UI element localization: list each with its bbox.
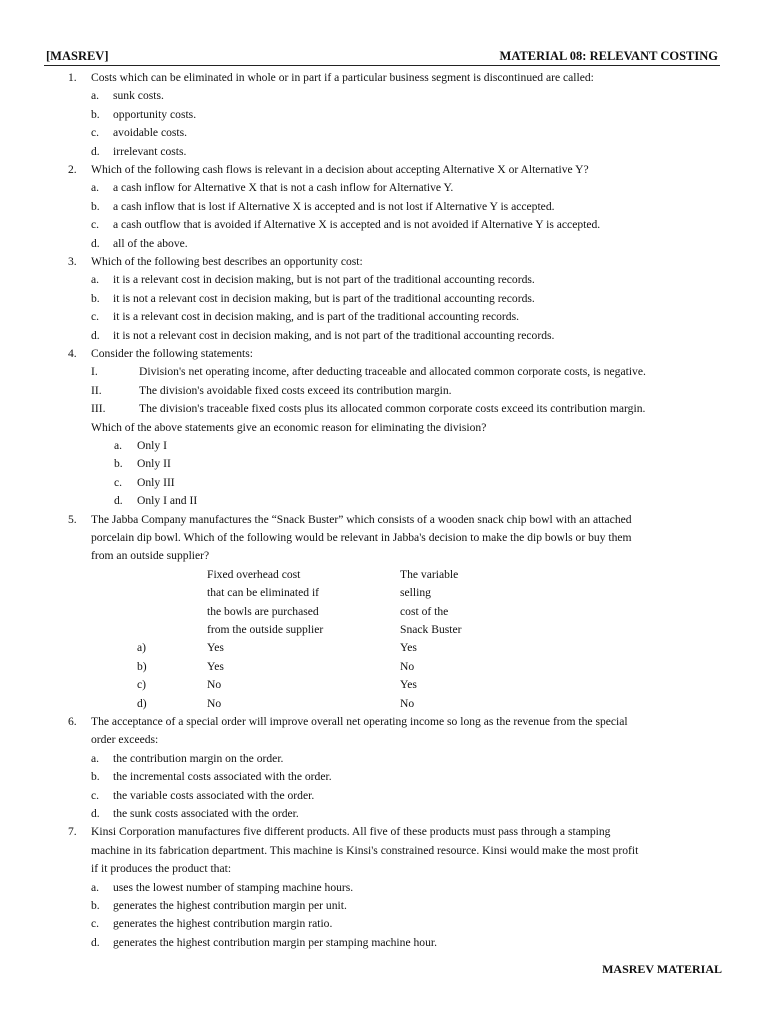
q4-stmt-3-label: III.	[91, 402, 106, 416]
q2-opt-b: a cash inflow that is lost if Alternative X is accepted and is not lost if Alternative Y is accepted.	[113, 199, 555, 213]
q3-opt-a: it is a relevant cost in decision making, but is not part of the traditional accounting records.	[113, 273, 535, 287]
q6-opt-b: the incremental costs associated with the order.	[113, 770, 332, 784]
q4-opt-a: Only I	[137, 439, 167, 452]
q5-col2-header-4: Snack Buster	[400, 623, 462, 636]
q2-opt-d: all of the above.	[113, 236, 188, 250]
q7-line-2: machine in its fabrication department. This machine is Kinsi's constrained resource. Kinsi would make the most profit	[91, 843, 639, 857]
q5-row-a-col1: Yes	[207, 641, 224, 655]
q6-opt-a: the contribution margin on the order.	[113, 751, 284, 765]
q4-opt-c-letter: c.	[114, 475, 123, 489]
header-rule	[44, 65, 720, 66]
q6-number: 6.	[68, 715, 77, 728]
q4-number: 4.	[68, 347, 77, 360]
q7-number: 7.	[68, 825, 77, 839]
q3-opt-c-letter: c.	[91, 310, 100, 324]
q5-line-1: The Jabba Company manufactures the “Snack Buster” which consists of a wooden snack chip bowl with an attached	[91, 512, 632, 526]
q7-line-3: if it produces the product that:	[91, 862, 232, 876]
q1-opt-a: sunk costs.	[113, 89, 164, 103]
q5-row-c-col2: Yes	[400, 678, 417, 692]
q3-opt-d: it is not a relevant cost in decision making, and is not part of the traditional accounting records.	[113, 328, 555, 342]
q3-opt-b: it is not a relevant cost in decision making, but is part of the traditional accounting records.	[113, 291, 535, 305]
q5-row-b-label: b)	[137, 659, 147, 673]
q3-opt-c: it is a relevant cost in decision making, and is part of the traditional accounting records.	[113, 310, 519, 324]
q5-col1-header-2: that can be eliminated if	[207, 586, 320, 600]
q5-number: 5.	[68, 512, 77, 526]
q1-opt-a-letter: a.	[91, 89, 100, 103]
q7-opt-b: generates the highest contribution margin per unit.	[113, 899, 347, 912]
q3-opt-a-letter: a.	[91, 273, 100, 287]
q7-opt-d: generates the highest contribution margin per stamping machine hour.	[113, 935, 438, 949]
q7-opt-c-letter: c.	[91, 917, 100, 931]
q5-row-d-label: d)	[137, 696, 147, 710]
header-title: MATERIAL 08: RELEVANT COSTING	[499, 49, 718, 63]
q5-col1-header-3: the bowls are purchased	[207, 604, 319, 618]
q2-opt-a-letter: a.	[91, 181, 100, 195]
q5-row-b-col1: Yes	[207, 659, 224, 673]
q4-opt-b-letter: b.	[114, 457, 123, 471]
q5-col2-header-1: The variable	[400, 567, 459, 581]
q2-text: Which of the following cash flows is relevant in a decision about accepting Alternative X or Alternative Y?	[91, 163, 589, 176]
q2-opt-a: a cash inflow for Alternative X that is not a cash inflow for Alternative Y.	[113, 181, 454, 195]
q6-opt-c-letter: c.	[91, 788, 100, 802]
q5-row-b-col2: No	[400, 659, 415, 673]
q4-question: Which of the above statements give an economic reason for eliminating the division?	[91, 420, 487, 434]
footer-label: MASREV MATERIAL	[602, 962, 722, 976]
q4-opt-a-letter: a.	[114, 439, 123, 452]
q5-col1-header-1: Fixed overhead cost	[207, 567, 301, 581]
q4-stmt-2: The division's avoidable fixed costs exceed its contribution margin.	[139, 383, 452, 397]
q4-opt-b: Only II	[137, 457, 171, 471]
q1-number: 1.	[68, 71, 77, 84]
q4-stmt-1: Division's net operating income, after deducting traceable and allocated common corporate costs, is negative.	[139, 365, 646, 379]
q7-opt-a: uses the lowest number of stamping machine hours.	[113, 880, 354, 894]
q4-stmt-1-label: I.	[91, 365, 98, 379]
q5-row-c-col1: No	[207, 678, 222, 692]
q4-text: Consider the following statements:	[91, 347, 253, 360]
q6-opt-c: the variable costs associated with the order.	[113, 788, 315, 802]
q4-stmt-3: The division's traceable fixed costs plus its allocated common corporate costs exceed its contribution margin.	[139, 402, 646, 416]
q2-opt-c-letter: c.	[91, 218, 100, 232]
q4-opt-c: Only III	[137, 475, 175, 489]
q1-opt-c: avoidable costs.	[113, 126, 188, 140]
q5-row-a-label: a)	[137, 641, 147, 655]
q2-opt-b-letter: b.	[91, 199, 100, 213]
q1-opt-b: opportunity costs.	[113, 107, 197, 121]
q2-opt-c: a cash outflow that is avoided if Alternative X is accepted and is not avoided if Alternative Y is accepted.	[113, 218, 601, 232]
q1-opt-c-letter: c.	[91, 126, 100, 140]
q7-opt-a-letter: a.	[91, 880, 100, 894]
q5-col2-header-3: cost of the	[400, 604, 449, 618]
q5-row-c-label: c)	[137, 678, 147, 692]
q5-row-d-col1: No	[207, 696, 222, 710]
q2-opt-d-letter: d.	[91, 236, 100, 250]
q4-stmt-2-label: II.	[91, 383, 102, 397]
q4-opt-d-letter: d.	[114, 494, 123, 508]
q7-line-1: Kinsi Corporation manufactures five different products. All five of these products must pass through a stamping	[91, 825, 611, 839]
q5-col1-header-4: from the outside supplier	[207, 623, 324, 636]
q6-opt-d-letter: d.	[91, 807, 100, 820]
q3-number: 3.	[68, 255, 77, 268]
q7-opt-b-letter: b.	[91, 899, 100, 912]
q3-opt-b-letter: b.	[91, 291, 100, 305]
q5-row-a-col2: Yes	[400, 641, 417, 655]
q6-line-1: The acceptance of a special order will improve overall net operating income so long as the revenue from the special	[91, 715, 628, 728]
q3-text: Which of the following best describes an opportunity cost:	[91, 255, 363, 268]
q1-text: Costs which can be eliminated in whole or in part if a particular business segment is discontinued are called:	[91, 71, 594, 84]
q5-line-3: from an outside supplier?	[91, 549, 210, 563]
q1-opt-d: irrelevant costs.	[113, 144, 187, 158]
q4-opt-d: Only I and II	[137, 494, 198, 508]
q1-opt-b-letter: b.	[91, 107, 100, 121]
q6-opt-b-letter: b.	[91, 770, 100, 784]
q2-number: 2.	[68, 163, 77, 176]
q6-opt-d: the sunk costs associated with the order.	[113, 807, 299, 820]
q6-opt-a-letter: a.	[91, 751, 100, 765]
q3-opt-d-letter: d.	[91, 328, 100, 342]
header-left: [MASREV]	[46, 49, 109, 63]
q6-line-2: order exceeds:	[91, 733, 159, 747]
q5-line-2: porcelain dip bowl. Which of the following would be relevant in Jabba's decision to make the dip bowls or buy them	[91, 531, 632, 544]
q7-opt-c: generates the highest contribution margin ratio.	[113, 917, 333, 931]
q5-col2-header-2: selling	[400, 586, 431, 600]
q7-opt-d-letter: d.	[91, 935, 100, 949]
q1-opt-d-letter: d.	[91, 144, 100, 158]
q5-row-d-col2: No	[400, 696, 415, 710]
